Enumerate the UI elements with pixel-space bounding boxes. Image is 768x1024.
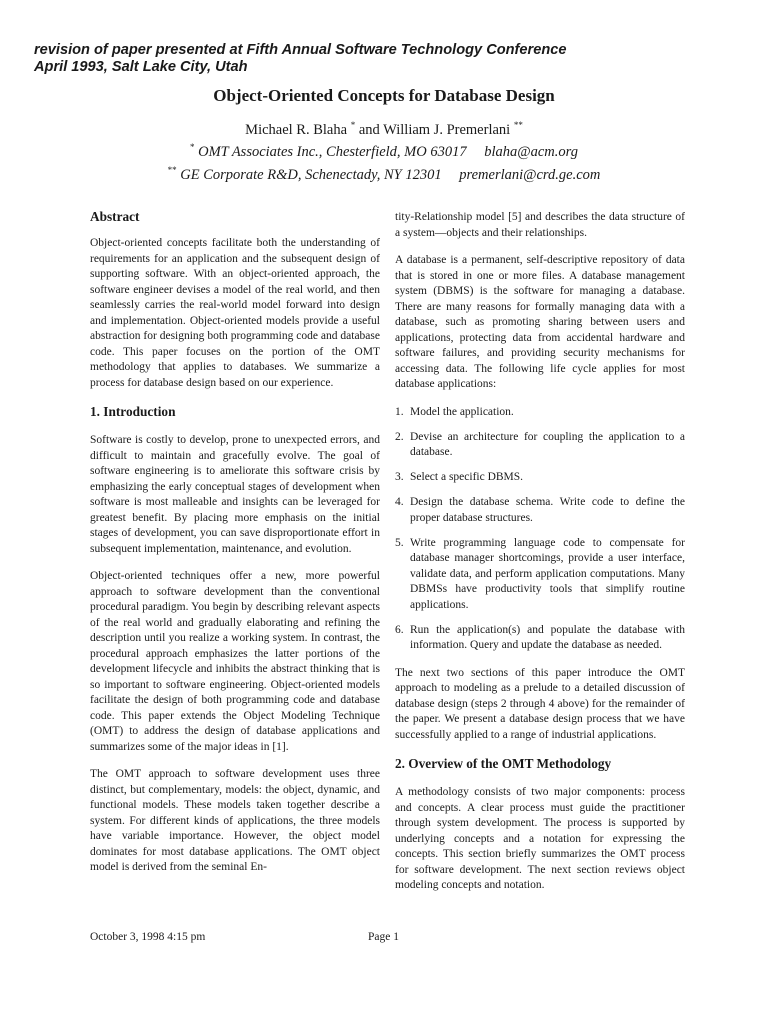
list-item-number: 6. [395, 623, 404, 636]
author-line [0, 116, 768, 139]
affiliation-omt [0, 138, 768, 161]
affiliation-ge [0, 161, 768, 184]
list-item [395, 405, 685, 421]
list-item [395, 623, 685, 654]
footer-page-number: Page 1 [368, 931, 399, 943]
overview-heading: 2. Overview of the OMT Methodology [395, 756, 612, 771]
revision-line-1: revision of paper presented at Fifth Annual Software Technology Conference [34, 42, 567, 58]
right-column [395, 210, 685, 906]
introduction-paragraph-1: Software is costly to develop, prone to unexpected errors, and difficult to maintain and gracefully evolve. The goal of software engineering is to ameliorate this software crisis by emphasizing the early conceptual stages of development when software is most malleable and insights can be leveraged for greatest benefit. By placing more emphasis on the initial stages of development, you can save disproportionate effort in subsequent implementation, maintenance, and evolution. [90, 434, 380, 555]
paper-title: Object-Oriented Concepts for Database Design [213, 86, 555, 105]
list-item-text: Run the application(s) and populate the database with information. Query and update the database as needed. [410, 623, 685, 651]
affiliation-org-1: OMT Associates Inc., Chesterfield, MO 63017 [198, 144, 467, 160]
list-item-number: 4. [395, 496, 404, 508]
list-item [395, 470, 685, 486]
abstract-heading: Abstract [90, 209, 140, 224]
lifecycle-list [395, 405, 685, 654]
list-item-text: Devise an architecture for coupling the application to a database. [410, 430, 685, 458]
left-column [90, 206, 380, 888]
list-item-number: 2. [395, 430, 404, 443]
list-item-number: 3. [395, 471, 404, 483]
introduction-paragraph-2: Object-oriented techniques offer a new, more powerful approach to software development than the conventional procedural paradigm. You begin by describing relevant aspects of the real world and gradually elaborating and refining the description until you realize a working system. In contrast, the procedural approach emphasizes the latter portions of the development lifecycle and inhibits the abstract thinking that is so important to software engineering. Object-oriented models facilitate the design of both programming code and database code. This paper extends the Object Modeling Technique (OMT) to address the design of database applications and summarizes some of the major ideas in [1]. [90, 570, 380, 753]
affiliation-org-2: GE Corporate R&D, Schenectady, NY 12301 [180, 167, 442, 183]
affiliation-email-2: premerlani@crd.ge.com [459, 167, 601, 183]
author-premerlani: William J. Premerlani [383, 122, 511, 138]
affiliation-mark-1: * [189, 142, 195, 152]
overview-paragraph-1: A methodology consists of two major components: process and concepts. A clear process must guide the practitioner through system development. The process is supported by underlying concepts and a notation for expressing the concepts. This section briefly summarizes the OMT process for software development. The next section reviews object modeling concepts and notation. [395, 786, 685, 891]
affiliation-mark-2: ** [167, 165, 177, 175]
list-item-text: Write programming language code to compensate for database manager shortcomings, provide a user interface, validate data, and perform application computations. Many DBMSs have productivity tools that simplify routine applications. [410, 536, 685, 611]
introduction-paragraph-3: The OMT approach to software development uses three distinct, but complementary, models: the object, dynamic, and functional models. These models taken together describe a system. For different kinds of applications, the three models have variable importance. However, the object model dominates for most database applications. The OMT object model is derived from the seminal En- [90, 768, 380, 873]
revision-note [34, 42, 734, 76]
list-item [395, 495, 685, 526]
author-mark-2: ** [513, 120, 523, 130]
revision-line-2: April 1993, Salt Lake City, Utah [34, 59, 248, 75]
list-item-text: Model the application. [410, 405, 514, 418]
introduction-paragraph-3-continued: tity-Relationship model [5] and describes the data structure of a system—objects and their relationships. [395, 211, 685, 239]
list-item-number: 1. [395, 405, 404, 418]
author-connector: and [358, 122, 380, 138]
list-item-text: Design the database schema. Write code to define the proper database structures. [410, 496, 685, 524]
list-item-text: Select a specific DBMS. [410, 471, 524, 483]
introduction-paragraph-4: A database is a permanent, self-descriptive repository of data that is stored in one or more files. A database management system (DBMS) is the software for managing a database. There are many reasons for formally managing data with a database, such as promoting sharing between users and applications, protecting data from accidental hardware and software failures, and providing security mechanisms for accessing data. The following life cycle applies for most database applications: [395, 254, 685, 390]
abstract-text: Object-oriented concepts facilitate both the understanding of requirements for an application and the subsequent design of supporting software. With an object-oriented approach, the software engineer devises a model of the real world, and then seamlessly carries the real-world model forward into design and implementation. Object-oriented models provide a useful abstraction for designing both programming code and database code. This paper focuses on the portion of the OMT methodology that applies to databases. We summarize a process for database design based on our experience. [90, 237, 380, 389]
list-item-number: 5. [395, 536, 404, 549]
list-item [395, 430, 685, 461]
introduction-heading: 1. Introduction [90, 404, 176, 419]
affiliation-email-1: blaha@acm.org [484, 144, 578, 160]
introduction-paragraph-5: The next two sections of this paper introduce the OMT approach to modeling as a prelude to a detailed discussion of database design (steps 2 through 4 above) for the remainder of the paper. We present a database design process that we have successfully applied to a range of industrial applications. [395, 666, 685, 741]
author-blaha: Michael R. Blaha [245, 122, 348, 138]
footer-date: October 3, 1998 4:15 pm [90, 931, 206, 943]
author-mark-1: * [350, 120, 356, 130]
list-item [395, 536, 685, 614]
